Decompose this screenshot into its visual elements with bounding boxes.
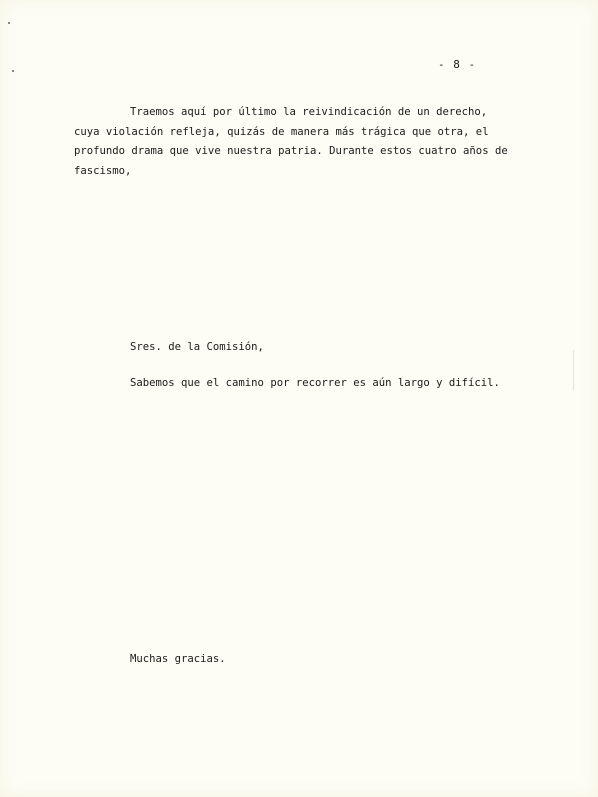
salutation xyxy=(74,338,514,358)
paragraph-exiles xyxy=(74,103,514,182)
paragraph-exiles-text: Traemos aquí por último la reivindicación de un derecho, cuya violación refleja, quizás de manera más trágica que otra, el profundo drama que vive nuestra patria. Durante estos cuatro años de fascismo, xyxy=(74,106,508,178)
closing xyxy=(74,650,514,670)
paragraph-hope xyxy=(74,374,514,394)
scan-speck xyxy=(8,22,10,24)
scan-speck xyxy=(12,70,14,72)
page-number: - 8 - xyxy=(438,58,477,71)
margin-mark xyxy=(573,350,588,390)
paragraph-hope-text: Sabemos que el camino por recorrer es aún largo y difícil. xyxy=(130,377,500,389)
salutation-text: Sres. de la Comisión, xyxy=(130,341,264,353)
closing-text: Muchas gracias. xyxy=(130,653,226,665)
